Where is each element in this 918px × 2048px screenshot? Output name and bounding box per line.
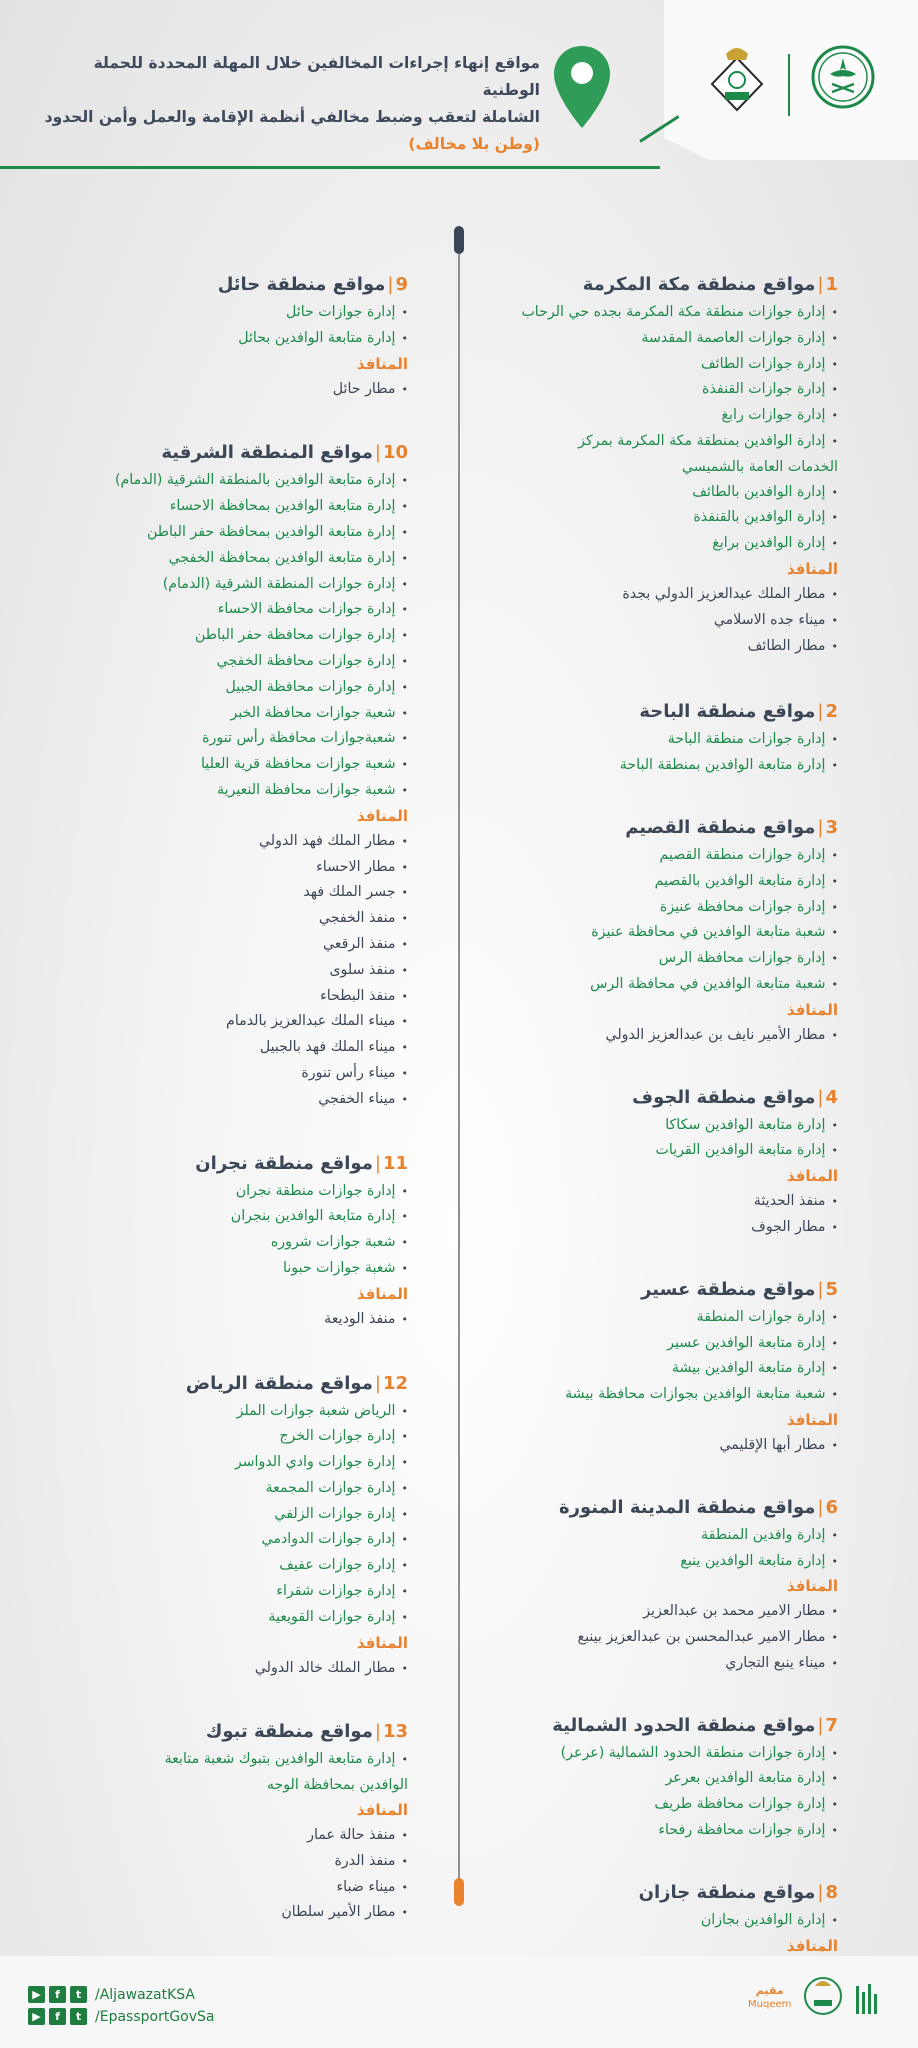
port-item: • ميناء جده الاسلامي <box>478 608 838 634</box>
region-block <box>478 1493 838 1677</box>
office-item: • إدارة الوافدين بالطائف <box>478 480 838 506</box>
region-separator: | <box>374 1372 381 1394</box>
vision-emblem-icon <box>800 1970 846 2030</box>
office-item: • شعبة جوازات محافظة الخبر <box>48 701 408 727</box>
ports-heading: المنافذ <box>786 1167 838 1186</box>
port-item: • ميناء الخفجي <box>48 1087 408 1113</box>
ports-heading: المنافذ <box>786 1577 838 1596</box>
facebook-icon[interactable]: f <box>49 1986 66 2003</box>
office-item: • شعبة متابعة الوافدين في محافظة عنيزة <box>478 920 838 946</box>
office-item: • إدارة جوازات محافظة رفحاء <box>478 1818 838 1844</box>
port-item: • ميناء الملك فهد بالجبيل <box>48 1035 408 1061</box>
office-item: • إدارة متابعة الوافدين بمحافظة حفر الباطن <box>48 520 408 546</box>
twitter-icon[interactable]: t <box>70 1986 87 2003</box>
region-name: مواقع منطقة عسير <box>641 1278 816 1300</box>
port-item: • مطار الملك خالد الدولي <box>48 1656 408 1682</box>
timeline-cap-bottom <box>454 1878 464 1906</box>
office-item: • إدارة وافدين المنطقة <box>478 1523 838 1549</box>
region-number: 10 <box>382 442 408 464</box>
office-item: • إدارة متابعة الوافدين عسير <box>478 1331 838 1357</box>
region-separator: | <box>817 1881 824 1903</box>
office-item: • إدارة جوازات منطقة الباحة <box>478 727 838 753</box>
office-item: • إدارة جوازات الخرج <box>48 1424 408 1450</box>
region-number: 3 <box>825 816 838 838</box>
region-separator: | <box>817 1496 824 1518</box>
office-item: • شعبة متابعة الوافدين بجوازات محافظة بيشة <box>478 1382 838 1408</box>
region-heading <box>478 1711 838 1741</box>
logo-divider <box>788 54 790 116</box>
region-name: مواقع منطقة القصيم <box>625 816 816 838</box>
port-item: • ميناء ضباء <box>48 1875 408 1901</box>
header <box>0 0 918 172</box>
port-item: • مطار الامير محمد بن عبدالعزيز <box>478 1599 838 1625</box>
logo-panel <box>664 0 918 160</box>
port-item: • مطار الجوف <box>478 1215 838 1241</box>
ports-heading: المنافذ <box>356 806 408 825</box>
region-separator: | <box>817 1714 824 1736</box>
office-item: • إدارة متابعة الوافدين سكاكا <box>478 1113 838 1139</box>
region-number: 9 <box>395 274 408 295</box>
office-item: • شعبة جوازات محافظة النعيرية <box>48 778 408 804</box>
office-item: • إدارة متابعة الوافدين بعرعر <box>478 1766 838 1792</box>
office-item: • إدارة الوافدين برابغ <box>478 531 838 557</box>
social-handle-1[interactable]: /AljawazatKSA <box>95 1986 196 2003</box>
region-name: مواقع منطقة المدينة المنورة <box>558 1496 816 1518</box>
regions-column-right <box>478 270 838 2018</box>
port-item: • منفذ الرقعي <box>48 932 408 958</box>
region-block <box>478 270 838 659</box>
footer <box>0 1956 918 2048</box>
office-item: • إدارة جوازات القويعية <box>48 1605 408 1631</box>
region-heading <box>48 1717 408 1747</box>
region-block <box>48 438 408 1112</box>
office-item: • الرياض شعبة جوازات الملز <box>48 1399 408 1425</box>
port-item: • منفذ الخفجي <box>48 906 408 932</box>
muqeem-logo: مقيم Muqeem <box>748 1984 792 2010</box>
region-heading <box>478 1493 838 1523</box>
office-item: • شعبة جوازات محافظة قرية العليا <box>48 752 408 778</box>
port-item: • مطار الملك فهد الدولي <box>48 829 408 855</box>
office-item: • إدارة متابعة الوافدين بمحافظة الاحساء <box>48 494 408 520</box>
office-item: • إدارة جوازات الزلفي <box>48 1502 408 1528</box>
social-row-2 <box>28 2008 214 2025</box>
facebook-icon[interactable]: f <box>49 2008 66 2025</box>
port-item: • مطار الأمير نايف بن عبدالعزيز الدولي <box>478 1023 838 1049</box>
ministry-emblem-icon <box>810 44 876 110</box>
port-item: • مطار الامير عبدالمحسن بن عبدالعزيز بينبع <box>478 1625 838 1651</box>
port-item: • منفذ سلوى <box>48 958 408 984</box>
region-number: 12 <box>382 1372 408 1394</box>
office-item: • إدارة الوافدين بجازان <box>478 1908 838 1934</box>
region-heading <box>478 1275 838 1305</box>
region-number: 5 <box>825 1278 838 1300</box>
region-number: 2 <box>825 701 838 723</box>
region-heading <box>478 1878 838 1908</box>
office-item: • إدارة جوازات محافظة الرس <box>478 946 838 972</box>
ports-heading: المنافذ <box>786 1936 838 1955</box>
port-item: • منفذ البطحاء <box>48 984 408 1010</box>
absher-logo-icon <box>854 1980 880 2020</box>
office-item: • إدارة جوازات محافظة الخفجي <box>48 649 408 675</box>
region-separator: | <box>817 701 824 723</box>
office-item: • شعبة جوازات شروره <box>48 1230 408 1256</box>
region-block <box>478 813 838 1049</box>
region-name: مواقع منطقة نجران <box>195 1152 373 1174</box>
timeline-line <box>458 228 460 1898</box>
port-item: • مطار حائل <box>48 377 408 403</box>
office-item: • إدارة متابعة الوافدين القريات <box>478 1138 838 1164</box>
region-heading <box>48 1369 408 1399</box>
office-item: • إدارة جوازات محافظة الجبيل <box>48 675 408 701</box>
social-row-1 <box>28 1986 195 2003</box>
jawazat-emblem-icon <box>706 40 768 116</box>
region-name: مواقع منطقة جازان <box>638 1881 816 1903</box>
header-divider <box>0 166 660 169</box>
ports-heading: المنافذ <box>356 1633 408 1652</box>
office-item: • إدارة متابعة الوافدين بالقصيم <box>478 869 838 895</box>
region-number: 13 <box>382 1721 408 1743</box>
location-pin-icon <box>552 44 612 130</box>
ports-heading: المنافذ <box>786 1410 838 1429</box>
region-separator: | <box>817 1278 824 1300</box>
office-item: • إدارة جوازات محافظة حفر الباطن <box>48 623 408 649</box>
office-item: • إدارة جوازات العاصمة المقدسة <box>478 326 838 352</box>
region-block <box>48 270 408 402</box>
port-item: • مطار أبها الإقليمي <box>478 1433 838 1459</box>
region-block <box>478 1275 838 1459</box>
port-item: • جسر الملك فهد <box>48 880 408 906</box>
youtube-icon[interactable]: ▶ <box>28 2008 45 2025</box>
slogan: (وطن بلا مخالف) <box>408 135 540 153</box>
twitter-icon[interactable]: t <box>70 2008 87 2025</box>
office-item: • إدارة جوازات الدوادمي <box>48 1527 408 1553</box>
office-item: • إدارة متابعة الوافدين بيشة <box>478 1356 838 1382</box>
port-item: • ميناء الملك عبدالعزيز بالدمام <box>48 1009 408 1035</box>
region-name: مواقع منطقة الباحة <box>639 701 816 723</box>
office-item: • إدارة جوازات منطقة القصيم <box>478 843 838 869</box>
region-name: مواقع منطقة الرياض <box>185 1372 373 1394</box>
office-item: • إدارة جوازات الطائف <box>478 352 838 378</box>
region-separator: | <box>374 1152 381 1174</box>
region-separator: | <box>817 274 824 295</box>
port-item: • منفذ الدرة <box>48 1849 408 1875</box>
office-item-continued: الخدمات العامة بالشميسي <box>681 458 838 475</box>
region-heading <box>478 1083 838 1113</box>
region-number: 6 <box>825 1496 838 1518</box>
region-separator: | <box>374 442 381 464</box>
region-block <box>478 1083 838 1241</box>
title-line-1: مواقع إنهاء إجراءات المخالفين خلال المهلة المحددة للحملة الوطنية <box>93 54 540 99</box>
office-item: • إدارة جوازات شقراء <box>48 1579 408 1605</box>
office-item: • إدارة جوازات القنفذة <box>478 377 838 403</box>
office-item: • إدارة متابعة الوافدين بحائل <box>48 326 408 352</box>
office-item: • إدارة جوازات محافظة عنيزة <box>478 895 838 921</box>
office-item: • إدارة جوازات منطقة نجران <box>48 1179 408 1205</box>
region-block <box>478 697 838 779</box>
port-item: • ميناء رأس تنورة <box>48 1061 408 1087</box>
regions-column-left <box>48 270 408 1962</box>
port-item: • منفذ الوديعة <box>48 1307 408 1333</box>
office-item: • إدارة متابعة الوافدين بمحافظة الخفجي <box>48 546 408 572</box>
region-block <box>48 1717 408 1926</box>
office-item: • إدارة جوازات المجمعة <box>48 1476 408 1502</box>
office-item: • شعبةجوازات محافظة رأس تنورة <box>48 726 408 752</box>
social-handle-2[interactable]: /EpassportGovSa <box>95 2008 215 2025</box>
office-item: • إدارة متابعة الوافدين بنجران <box>48 1204 408 1230</box>
region-heading <box>48 270 408 300</box>
region-heading <box>478 813 838 843</box>
region-name: مواقع منطقة الحدود الشمالية <box>552 1714 816 1736</box>
office-item: • إدارة الوافدين بالقنفذة <box>478 505 838 531</box>
region-name: مواقع منطقة حائل <box>217 274 386 295</box>
region-block <box>48 1369 408 1682</box>
port-item: • منفذ الحديثة <box>478 1189 838 1215</box>
office-item: • إدارة متابعة الوافدين بمنطقة الباحة <box>478 753 838 779</box>
office-item: • إدارة جوازات حائل <box>48 300 408 326</box>
port-item: • مطار الملك عبدالعزيز الدولي بجدة <box>478 582 838 608</box>
region-block <box>48 1149 408 1333</box>
page-title <box>40 50 540 158</box>
region-separator: | <box>387 274 394 295</box>
region-name: مواقع منطقة الجوف <box>632 1086 816 1108</box>
office-item: • إدارة جوازات المنطقة <box>478 1305 838 1331</box>
port-item: • مطار الاحساء <box>48 855 408 881</box>
region-number: 1 <box>825 274 838 295</box>
region-block <box>478 1711 838 1844</box>
region-heading <box>478 697 838 727</box>
ports-heading: المنافذ <box>356 354 408 373</box>
office-item: • إدارة جوازات محافظة الاحساء <box>48 597 408 623</box>
office-item: • إدارة جوازات المنطقة الشرقية (الدمام) <box>48 572 408 598</box>
office-item: • إدارة الوافدين بمنطقة مكة المكرمة بمركز <box>478 429 838 455</box>
region-heading <box>48 438 408 468</box>
region-number: 7 <box>825 1714 838 1736</box>
office-item: • إدارة جوازات محافظة طريف <box>478 1792 838 1818</box>
office-item: • إدارة متابعة الوافدين ينبع <box>478 1549 838 1575</box>
region-separator: | <box>817 1086 824 1108</box>
region-name: مواقع المنطقة الشرقية <box>161 442 373 464</box>
port-item: • مطار الطائف <box>478 634 838 660</box>
region-separator: | <box>817 816 824 838</box>
region-name: مواقع منطقة مكة المكرمة <box>582 274 816 295</box>
ports-heading: المنافذ <box>356 1284 408 1303</box>
ports-heading: المنافذ <box>786 559 838 578</box>
office-item-continued: الوافدين بمحافظة الوجه <box>266 1777 408 1794</box>
youtube-icon[interactable]: ▶ <box>28 1986 45 2003</box>
region-number: 11 <box>382 1152 408 1174</box>
office-item: • إدارة جوازات رابغ <box>478 403 838 429</box>
port-item: • مطار الأمير سلطان <box>48 1900 408 1926</box>
title-line-2: الشاملة لتعقب وضبط مخالفي أنظمة الإقامة والعمل وأمن الحدود <box>44 108 540 126</box>
office-item: • إدارة جوازات منطقة مكة المكرمة بجده حي الرحاب <box>478 300 838 326</box>
office-item: • شعبة جوازات حبونا <box>48 1256 408 1282</box>
office-item: • إدارة متابعة الوافدين بتبوك شعبة متابعة <box>48 1747 408 1773</box>
ports-heading: المنافذ <box>356 1801 408 1820</box>
ports-heading: المنافذ <box>786 1000 838 1019</box>
timeline-cap-top <box>454 226 464 254</box>
office-item: • شعبة متابعة الوافدين في محافظة الرس <box>478 972 838 998</box>
port-item: • منفذ حالة عمار <box>48 1823 408 1849</box>
region-heading <box>478 270 838 300</box>
region-number: 8 <box>825 1881 838 1903</box>
region-separator: | <box>374 1721 381 1743</box>
office-item: • إدارة جوازات وادي الدواسر <box>48 1450 408 1476</box>
region-name: مواقع منطقة تبوك <box>205 1721 373 1743</box>
region-number: 4 <box>825 1086 838 1108</box>
office-item: • إدارة جوازات عفيف <box>48 1553 408 1579</box>
office-item: • إدارة متابعة الوافدين بالمنطقة الشرقية (الدمام) <box>48 468 408 494</box>
office-item: • إدارة جوازات منطقة الحدود الشمالية (عرعر) <box>478 1741 838 1767</box>
port-item: • ميناء ينبع التجاري <box>478 1651 838 1677</box>
region-heading <box>48 1149 408 1179</box>
